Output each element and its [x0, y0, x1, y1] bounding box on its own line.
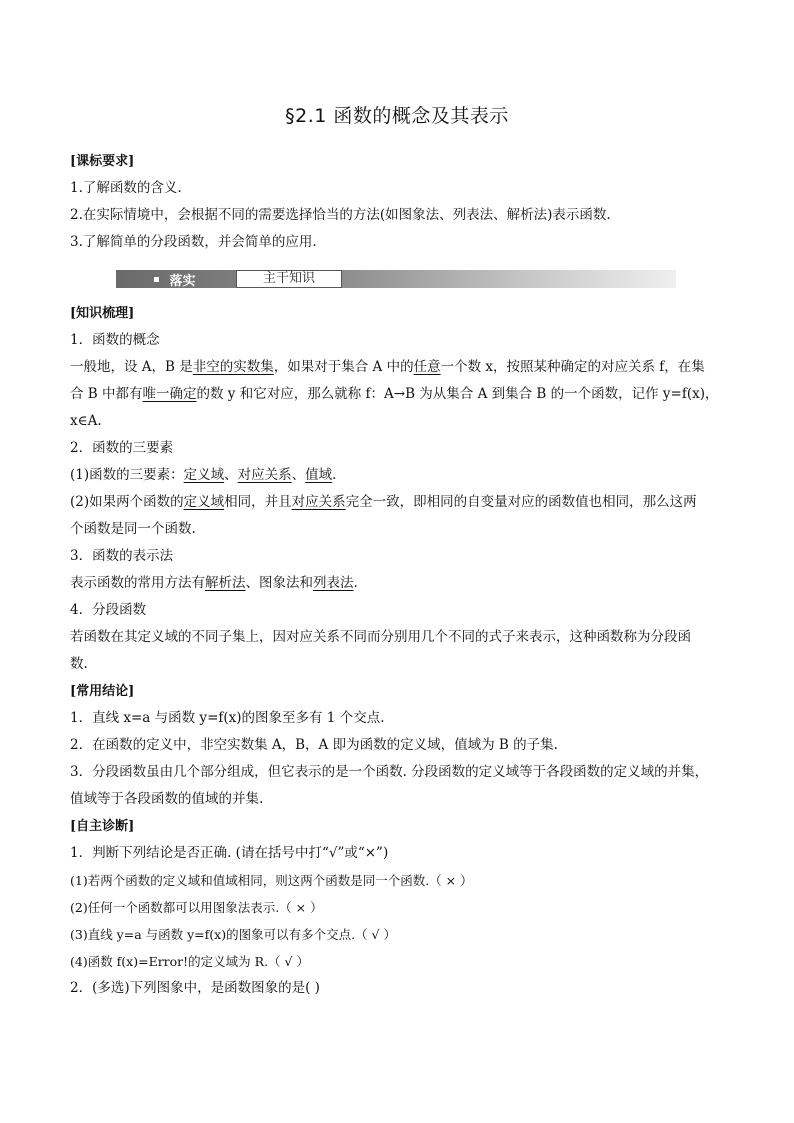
- paragraph-line: [70, 489, 730, 516]
- judgement-item: (3)直线 y=a 与函数 y=f(x)的图象可以有多个交点.（ √ ）: [70, 927, 396, 942]
- curriculum-item: 2.在实际情境中，会根据不同的需要选择恰当的方法(如图象法、列表法、解析法)表示函数.: [70, 207, 611, 223]
- text: ，如果对于集合 A 中的: [273, 359, 414, 375]
- paragraph-line: 3．分段函数虽由几个部分组成，但它表示的是一个函数. 分段函数的定义域等于各段函数的定义域的并集，: [70, 764, 709, 780]
- diagnosis-heading: [自主诊断]: [70, 819, 135, 834]
- text: (1)函数的三要素：: [70, 467, 184, 483]
- question: 2．(多选)下列图象中，是函数图象的是( ): [70, 980, 320, 996]
- text: 合 B 中都有: [70, 386, 143, 402]
- curriculum-item: 3.了解简单的分段函数，并会简单的应用.: [70, 234, 317, 250]
- underlined-answer: 值域: [305, 467, 333, 483]
- underlined-answer: 定义域: [183, 494, 225, 510]
- text: 的数 y 和它对应，那么就称 f：A→B 为从集合 A 到集合 B 的一个函数，记作 y=f(x)，: [196, 386, 719, 402]
- curriculum-item: 1.了解函数的含义.: [70, 180, 182, 196]
- banner-left-label: 落实: [169, 273, 196, 289]
- paragraph-line: 若函数在其定义域的不同子集上，因对应关系不同而分别用几个不同的式子来表示，这种函数称为分段函: [70, 629, 691, 645]
- text: 、: [224, 467, 238, 483]
- paragraph-line: x∈A.: [70, 413, 102, 429]
- section-title: 4．分段函数: [70, 602, 147, 618]
- square-bullet-icon: [154, 277, 159, 282]
- underlined-answer: 解析法: [205, 575, 246, 591]
- paragraph-line: 2．在函数的定义中，非空实数集 A，B，A 即为函数的定义域，值域为 B 的子集.: [70, 737, 558, 753]
- underlined-answer: 列表法: [313, 575, 354, 591]
- paragraph-line: [70, 462, 730, 489]
- section-title: 1．函数的概念: [70, 332, 160, 348]
- knowledge-heading: [知识梳理]: [70, 306, 135, 321]
- paragraph-line: [70, 570, 730, 597]
- section-banner: [116, 270, 676, 288]
- text: 、: [291, 467, 306, 483]
- paragraph-line: [70, 381, 730, 408]
- paragraph-line: 1．直线 x=a 与函数 y=f(x)的图象至多有 1 个交点.: [70, 710, 385, 726]
- underlined-answer: 非空的实数集: [192, 359, 274, 375]
- underlined-answer: 对应关系: [237, 467, 292, 483]
- judgement-item: (4)函数 f(x)=Error!的定义域为 R.（ √ ）: [70, 954, 309, 969]
- text: 表示函数的常用方法有: [70, 575, 205, 591]
- question: 1．判断下列结论是否正确. (请在括号中打“√”或“×”): [70, 845, 389, 861]
- text: (2)如果两个函数的: [70, 494, 184, 510]
- paragraph-line: 值域等于各段函数的值域的并集.: [70, 791, 264, 807]
- paragraph-line: [70, 354, 730, 381]
- paragraph-line: 数.: [70, 656, 88, 672]
- text: .: [332, 467, 337, 483]
- judgement-item: (2)任何一个函数都可以用图象法表示.（ × ）: [70, 900, 323, 915]
- banner-left: [116, 270, 234, 288]
- curriculum-heading: [课标要求]: [70, 154, 135, 169]
- page-title: §2.1 函数的概念及其表示: [285, 105, 509, 127]
- underlined-answer: 对应关系: [291, 494, 346, 510]
- text: 一般地，设 A，B 是: [70, 359, 193, 375]
- text: 一个数 x，按照某种确定的对应关系 f，在集: [440, 359, 705, 375]
- text: 完全一致，即相同的自变量对应的函数值也相同，那么这两: [345, 494, 697, 510]
- text: .: [353, 575, 358, 591]
- text: 相同，并且: [224, 494, 292, 510]
- underlined-answer: 任意: [413, 359, 441, 375]
- banner-right-label: 主干知识: [236, 270, 342, 288]
- conclusions-heading: [常用结论]: [70, 684, 135, 699]
- underlined-answer: 唯一确定: [142, 386, 197, 402]
- document-body: [70, 148, 730, 1002]
- judgement-item: (1)若两个函数的定义域和值域相同，则这两个函数是同一个函数.（ × ）: [70, 873, 473, 888]
- text: 、图象法和: [245, 575, 313, 591]
- section-title: 2．函数的三要素: [70, 440, 174, 456]
- underlined-answer: 定义域: [183, 467, 225, 483]
- section-title: 3．函数的表示法: [70, 548, 174, 564]
- paragraph-line: 个函数是同一个函数.: [70, 521, 196, 537]
